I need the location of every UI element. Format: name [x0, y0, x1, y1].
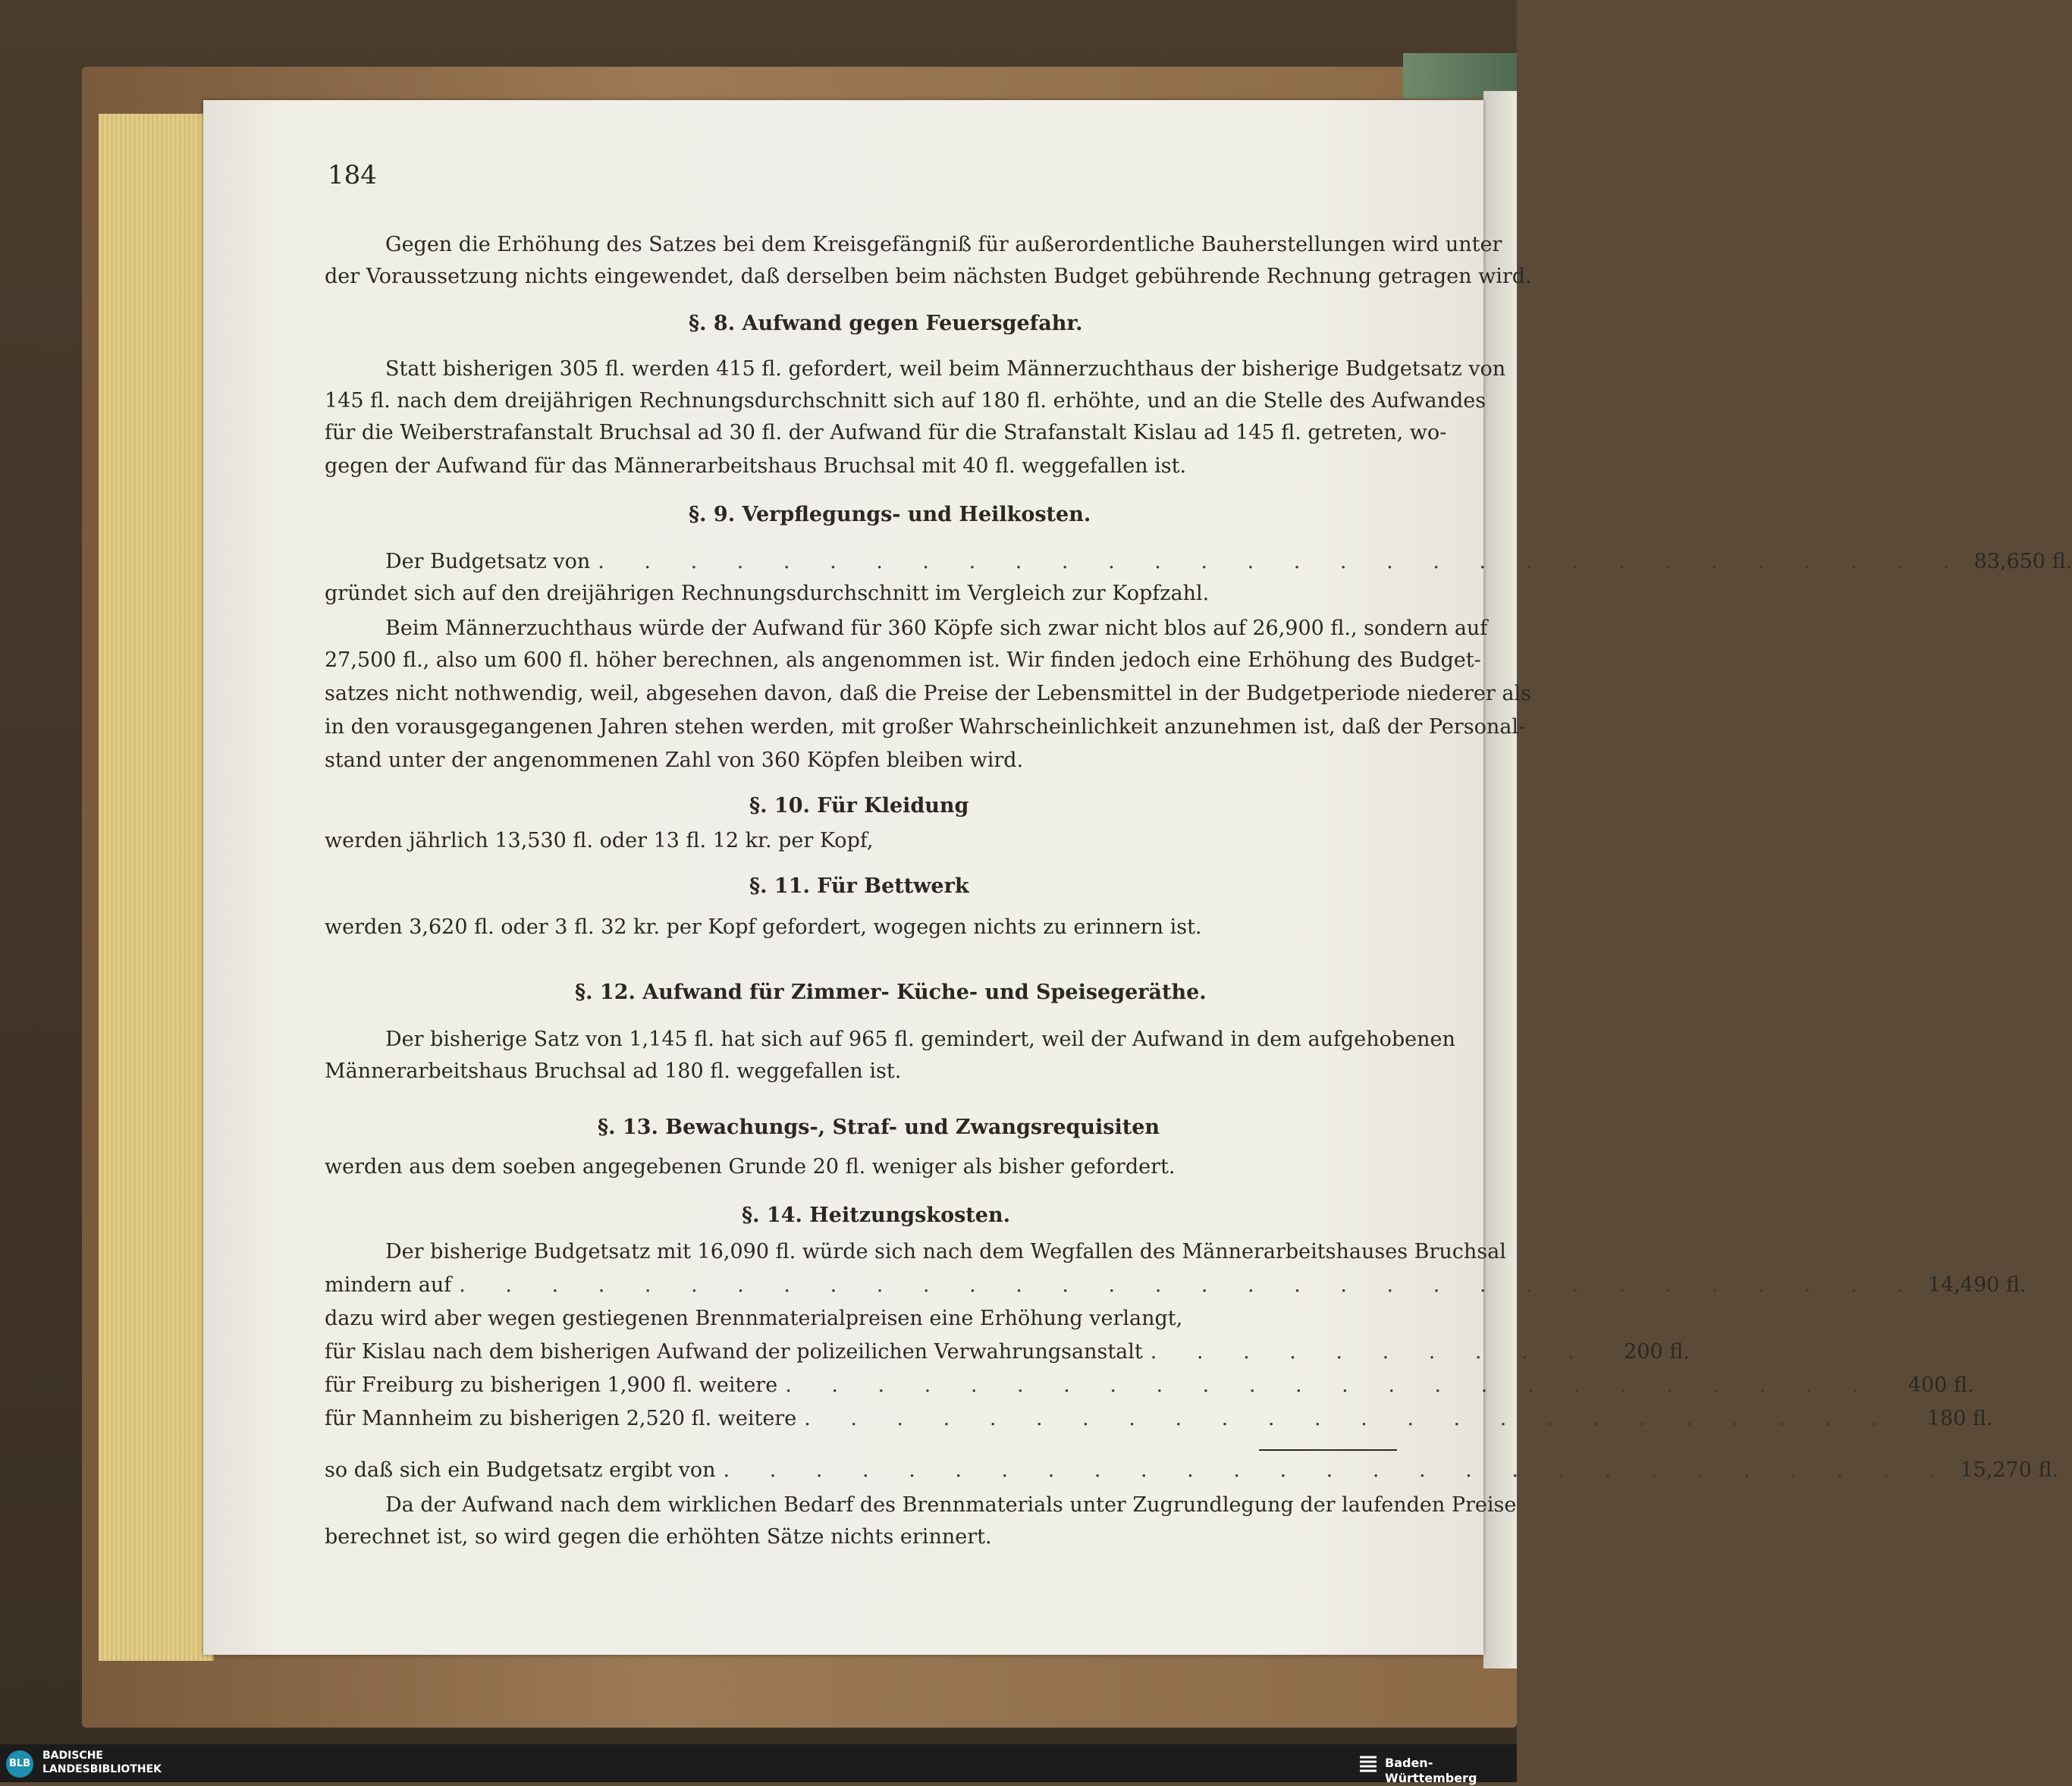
budget-row-total — [325, 1458, 2059, 1483]
row-label: so daß sich ein Budgetsatz ergibt von — [325, 1458, 716, 1482]
section-heading: §. 11. Für Bettwerk — [749, 874, 969, 898]
text-line: gegen der Aufwand für das Männerarbeitshaus Bruchsal mit 40 fl. weggefallen ist. — [325, 454, 1187, 478]
budget-row — [325, 1373, 1974, 1398]
leader-dots: . . . . . . . . . . . . . . . . . . . . . . . . — [785, 1373, 1876, 1397]
leader-dots: . . . . . . . . . . . . . . . . . . . . . . . . . . . — [723, 1458, 1953, 1482]
text-line: stand unter der angenommenen Zahl von 360 Köpfen bleiben wird. — [325, 749, 1024, 772]
leader-dots: . . . . . . . . . . — [1150, 1340, 1591, 1364]
text-line: Da der Aufwand nach dem wirklichen Bedarf des Brennmaterials unter Zugrundlegung der laufenden Preise — [385, 1493, 1517, 1517]
sum-rule — [1259, 1449, 1397, 1451]
text-line: für die Weiberstrafanstalt Bruchsal ad 30 fl. der Aufwand für die Strafanstalt Kislau ad 145 fl. getreten, wo- — [325, 421, 1447, 444]
leader-dots: . . . . . . . . . . . . . . . . . . . . . . . . — [804, 1407, 1895, 1430]
budget-row — [385, 549, 2072, 575]
page-number: 184 — [328, 160, 377, 190]
book-page — [203, 100, 2072, 1655]
text-line: 145 fl. nach dem dreijährigen Rechnungsdurchschnitt sich auf 180 fl. erhöhte, und an die Stelle des Aufwandes — [325, 389, 1487, 413]
section-heading: §. 10. Für Kleidung — [749, 794, 969, 818]
text-line: dazu wird aber wegen gestiegenen Brennmaterialpreisen eine Erhöhung verlangt, — [325, 1307, 1183, 1330]
leader-dots: . . . . . . . . . . . . . . . . . . . . . . . . . . . . . . . . — [459, 1273, 1920, 1297]
text-line: Statt bisherigen 305 fl. werden 415 fl. gefordert, weil beim Männerzuchthaus der bisherige Budgetsatz von — [385, 357, 1506, 381]
page-edges — [99, 114, 214, 1661]
row-amount: 83,650 fl. — [1973, 550, 2072, 573]
row-label: für Mannheim zu bisherigen 2,520 fl. weitere — [325, 1407, 797, 1430]
text-line: in den vorausgegangenen Jahren stehen werden, mit großer Wahrscheinlichkeit anzunehmen ist, daß der Personal- — [325, 715, 1526, 739]
row-amount: 15,270 fl. — [1960, 1458, 2059, 1482]
text-line: satzes nicht nothwendig, weil, abgesehen davon, daß die Preise der Lebensmittel in der Budgetperiode niederer als — [325, 682, 1531, 705]
blb-logo-icon[interactable]: BLB — [6, 1750, 33, 1778]
section-heading: §. 14. Heitzungskosten. — [742, 1204, 1010, 1227]
row-label: für Kislau nach dem bisherigen Aufwand der polizeilichen Verwahrungsanstalt — [325, 1340, 1143, 1364]
row-amount: 400 fl. — [1907, 1373, 1974, 1397]
baden-wuerttemberg-lions-icon — [1358, 1753, 1379, 1774]
text-line: der Voraussetzung nichts eingewendet, daß derselben beim nächsten Budget gebührende Rechnung getragen wird. — [325, 265, 1532, 288]
row-amount: 180 fl. — [1926, 1407, 1993, 1430]
text-line: werden aus dem soeben angegebenen Grunde 20 fl. weniger als bisher gefordert. — [325, 1155, 1176, 1179]
row-label: mindern auf — [325, 1273, 452, 1297]
text-line: 27,500 fl., also um 600 fl. höher berechnen, als angenommen ist. Wir finden jedoch eine Erhöhung des Budget- — [325, 648, 1481, 672]
text-line: Beim Männerzuchthaus würde der Aufwand für 360 Köpfe sich zwar nicht blos auf 26,900 fl., sondern auf — [385, 617, 1488, 640]
library-name[interactable]: BADISCHE LANDESBIBLIOTHEK — [42, 1750, 162, 1775]
section-heading: §. 9. Verpflegungs- und Heilkosten. — [689, 503, 1091, 526]
text-line: Der bisherige Satz von 1,145 fl. hat sich auf 965 fl. gemindert, weil der Aufwand in dem aufgehobenen — [385, 1028, 1455, 1051]
text-line: Männerarbeitshaus Bruchsal ad 180 fl. weggefallen ist. — [325, 1059, 902, 1083]
state-name[interactable]: Baden-Württemberg — [1385, 1756, 1477, 1785]
text-line: gründet sich auf den dreijährigen Rechnungsdurchschnitt im Vergleich zur Kopfzahl. — [325, 582, 1210, 605]
text-line: werden jährlich 13,530 fl. oder 13 fl. 12 kr. per Kopf, — [325, 829, 874, 852]
footer-bar — [0, 1744, 1517, 1785]
section-heading: §. 12. Aufwand für Zimmer- Küche- und Speisegeräthe. — [575, 981, 1207, 1004]
text-line: Gegen die Erhöhung des Satzes bei dem Kreisgefängniß für außerordentliche Bauherstellungen wird unter — [385, 233, 1502, 256]
budget-row — [325, 1339, 1690, 1365]
section-heading: §. 13. Bewachungs-, Straf- und Zwangsrequisiten — [598, 1116, 1160, 1139]
text-line: Der bisherige Budgetsatz mit 16,090 fl. würde sich nach dem Wegfallen des Männerarbeitshauses Bruchsal — [385, 1240, 1506, 1263]
budget-row — [325, 1406, 1993, 1432]
row-amount: 200 fl. — [1624, 1340, 1690, 1364]
section-heading: §. 8. Aufwand gegen Feuersgefahr. — [689, 312, 1083, 335]
text-line: berechnet ist, so wird gegen die erhöhten Sätze nichts erinnert. — [325, 1525, 992, 1549]
facing-page-edge — [1483, 91, 1517, 1668]
budget-row — [325, 1273, 2026, 1298]
row-label: für Freiburg zu bisherigen 1,900 fl. weitere — [325, 1373, 778, 1397]
row-label: Der Budgetsatz von — [385, 550, 591, 573]
leader-dots: . . . . . . . . . . . . . . . . . . . . . . . . . . . . . . — [598, 550, 1967, 573]
text-line: werden 3,620 fl. oder 3 fl. 32 kr. per Kopf gefordert, wogegen nichts zu erinnern ist. — [325, 915, 1202, 939]
row-amount: 14,490 fl. — [1927, 1273, 2026, 1297]
